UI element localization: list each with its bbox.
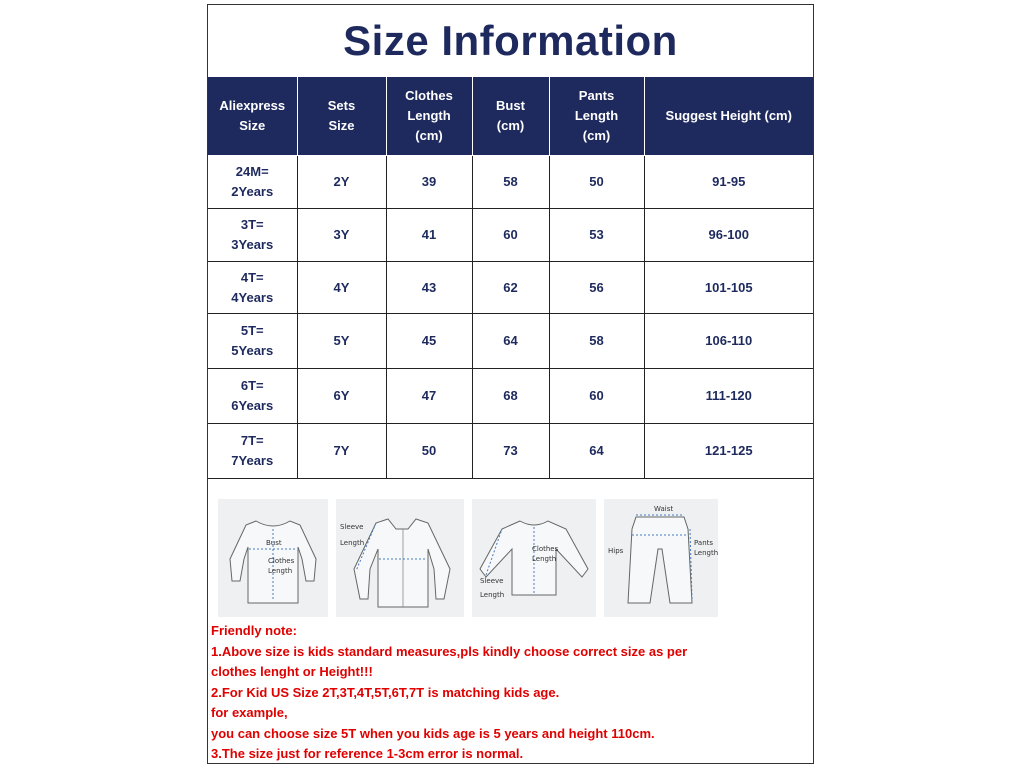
size-text: 7Years <box>231 453 274 468</box>
table-row <box>208 209 813 262</box>
column-header-suggest-height <box>644 77 813 156</box>
size-text: 6T= <box>240 378 264 393</box>
header-text: Length <box>407 108 451 123</box>
cell-height: 121-125 <box>644 424 813 479</box>
cell-height: 101-105 <box>644 262 813 314</box>
note-line: 3.The size just for reference 1-3cm error is normal. <box>211 746 524 761</box>
cell-height: 91-95 <box>644 156 813 209</box>
cell-pants-length: 64 <box>549 424 644 479</box>
cell-pants-length: 56 <box>549 262 644 314</box>
cell-bust: 68 <box>472 369 549 424</box>
pants-pants-label: Pants <box>694 539 714 547</box>
size-text: 3Years <box>231 237 274 252</box>
cell-clothes-length: 50 <box>386 424 472 479</box>
cell-height: 106-110 <box>644 314 813 369</box>
table-header-row <box>208 77 813 156</box>
note-line: for example, <box>211 705 288 720</box>
cell-pants-length: 50 <box>549 156 644 209</box>
cell-bust: 62 <box>472 262 549 314</box>
size-text: 2Years <box>231 184 274 199</box>
shirt-length-label: Length <box>340 539 365 547</box>
cell-sets: 2Y <box>297 156 386 209</box>
column-header-aliexpress-size <box>208 77 297 156</box>
cell-clothes-length: 43 <box>386 262 472 314</box>
size-text: 5Years <box>231 343 274 358</box>
header-text: Pants <box>578 88 615 103</box>
pants-waist-label: Waist <box>654 505 674 513</box>
column-header-sets-size <box>297 77 386 156</box>
column-header-pants-length <box>549 77 644 156</box>
cell-bust: 58 <box>472 156 549 209</box>
cell-aliexpress-size <box>208 369 297 424</box>
cell-bust: 64 <box>472 314 549 369</box>
size-text: 7T= <box>240 433 264 448</box>
cell-aliexpress-size <box>208 314 297 369</box>
cell-sets: 6Y <box>297 369 386 424</box>
tshirt-bust-label: Bust <box>266 539 282 547</box>
cell-aliexpress-size <box>208 262 297 314</box>
page-title: Size Information <box>343 17 678 64</box>
table-body <box>208 156 813 479</box>
cell-height: 96-100 <box>644 209 813 262</box>
note-line: 1.Above size is kids standard measures,pls kindly choose correct size as per <box>211 643 688 659</box>
cell-bust: 73 <box>472 424 549 479</box>
friendly-notes <box>211 621 811 765</box>
size-text: 4T= <box>240 269 264 285</box>
sweater-length-label: Length <box>532 555 557 563</box>
sweater-sleeve-label: Sleeve <box>480 577 504 585</box>
pants-illustration <box>604 499 718 617</box>
cell-pants-length: 60 <box>549 369 644 424</box>
size-text: 6Years <box>231 398 274 413</box>
size-chart-sheet <box>207 4 814 764</box>
note-line: 2.For Kid US Size 2T,3T,4T,5T,6T,7T is matching kids age. <box>211 684 560 700</box>
measurement-diagram <box>218 499 718 617</box>
note-line: you can choose size 5T when you kids age is 5 years and height 110cm. <box>211 725 655 741</box>
cell-pants-length: 53 <box>549 209 644 262</box>
size-text: 3T= <box>240 217 264 232</box>
cell-clothes-length: 41 <box>386 209 472 262</box>
cell-clothes-length: 39 <box>386 156 472 209</box>
sweater-sleeve-length-label: Length <box>480 591 505 599</box>
size-text: 4Years <box>231 289 274 305</box>
table-row <box>208 369 813 424</box>
size-table <box>208 77 813 479</box>
table-row <box>208 156 813 209</box>
cell-pants-length: 58 <box>549 314 644 369</box>
header-text: Length <box>574 108 619 123</box>
cell-sets: 5Y <box>297 314 386 369</box>
header-text: Aliexpress <box>219 98 286 113</box>
tshirt-clothes-label: Clothes <box>268 557 295 565</box>
cell-clothes-length: 45 <box>386 314 472 369</box>
header-text: Size <box>328 118 355 133</box>
cell-sets: 3Y <box>297 209 386 262</box>
table-row <box>208 424 813 479</box>
size-text: 5T= <box>240 323 264 338</box>
column-header-clothes-length <box>386 77 472 156</box>
shirt-illustration <box>336 499 464 617</box>
header-text: Bust <box>496 98 525 113</box>
table-row <box>208 262 813 314</box>
cell-bust: 60 <box>472 209 549 262</box>
header-text: (cm) <box>496 118 525 133</box>
tshirt-length-label: Length <box>268 567 293 575</box>
tshirt-illustration <box>218 499 328 617</box>
header-text: (cm) <box>582 128 611 143</box>
header-text: Clothes <box>405 88 453 103</box>
header-text: Sets <box>327 98 356 113</box>
size-text: 24M= <box>235 164 269 179</box>
cell-sets: 4Y <box>297 262 386 314</box>
header-text: (cm) <box>415 128 443 143</box>
shirt-sleeve-label: Sleeve <box>340 523 364 531</box>
column-header-bust <box>472 77 549 156</box>
cell-sets: 7Y <box>297 424 386 479</box>
sweater-clothes-label: Clothes <box>532 545 559 553</box>
cell-aliexpress-size <box>208 209 297 262</box>
table-row <box>208 314 813 369</box>
header-text: Size <box>239 118 266 133</box>
note-line: Friendly note: <box>211 623 297 638</box>
note-line: clothes lenght or Height!!! <box>211 664 373 679</box>
pants-length-label: Length <box>694 549 718 557</box>
header-text: Suggest Height (cm) <box>665 108 792 123</box>
sweater-illustration <box>472 499 596 617</box>
cell-height: 111-120 <box>644 369 813 424</box>
pants-hips-label: Hips <box>608 547 624 555</box>
cell-aliexpress-size <box>208 424 297 479</box>
cell-clothes-length: 47 <box>386 369 472 424</box>
cell-aliexpress-size <box>208 156 297 209</box>
